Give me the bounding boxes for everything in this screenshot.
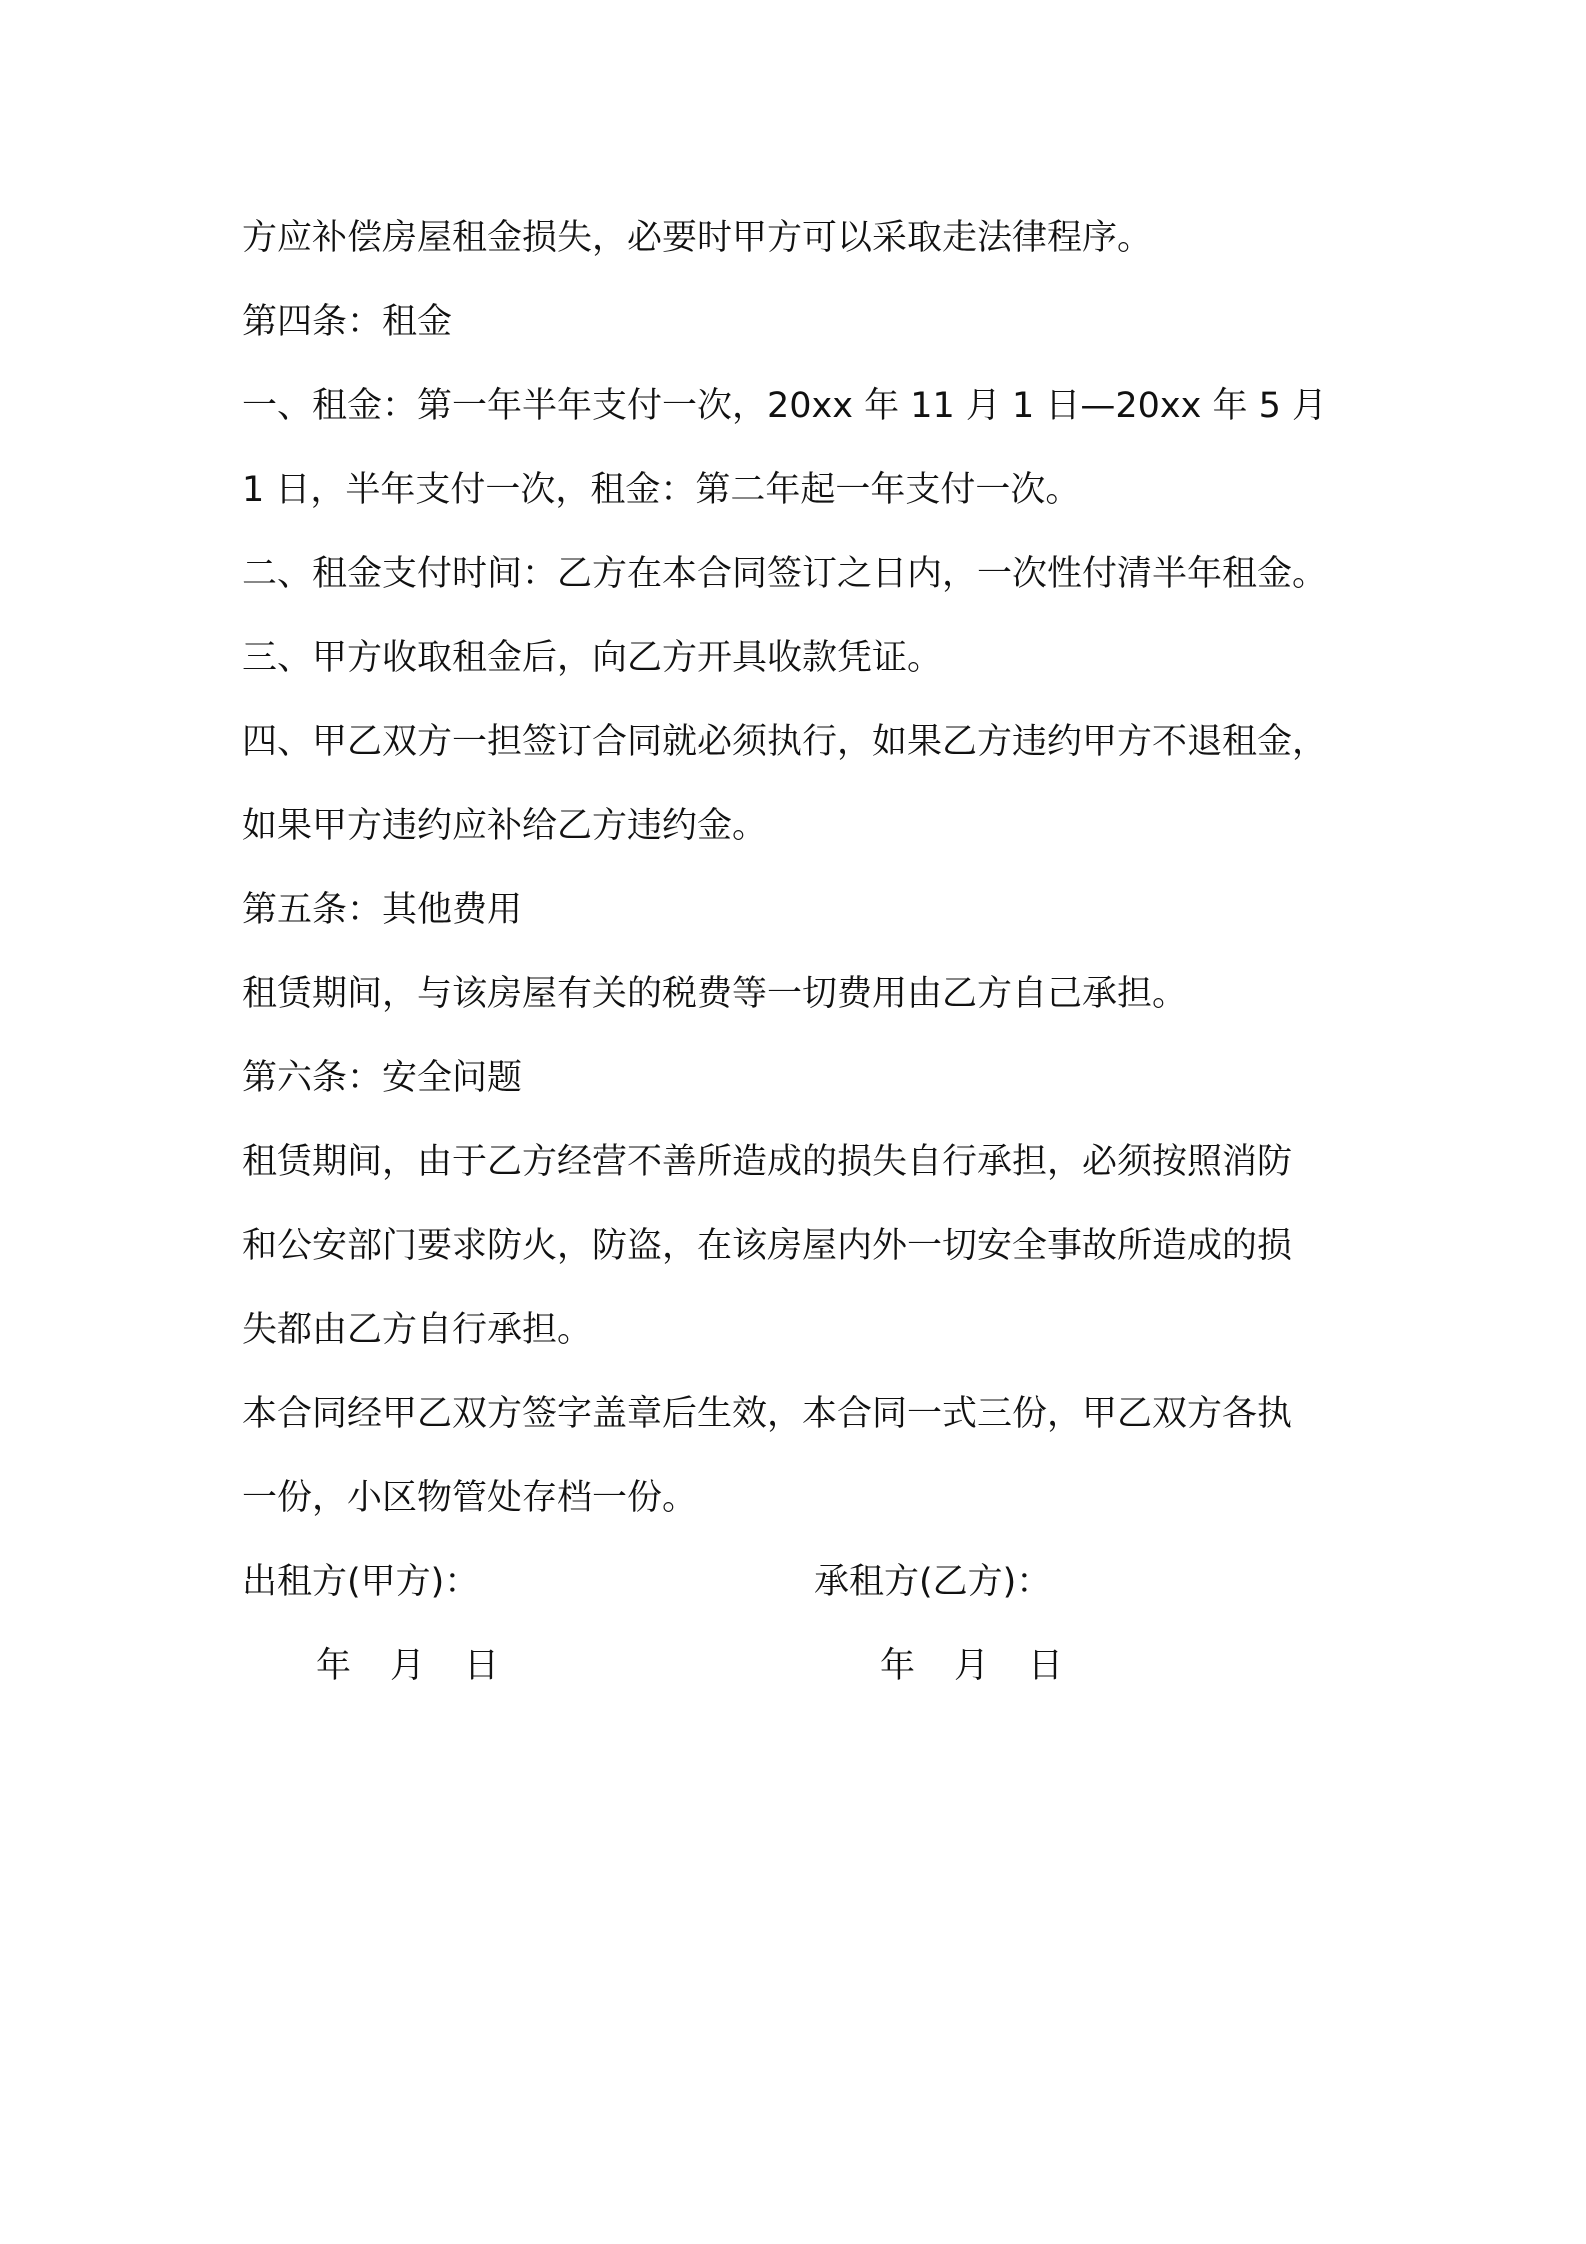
- paragraph-line: 和公安部门要求防火，防盗，在该房屋内外一切安全事故所造成的损: [242, 1226, 1293, 1266]
- paragraph-line: 如果甲方违约应补给乙方违约金。: [242, 806, 768, 846]
- section-heading-other-fees: 第五条：其他费用: [242, 890, 523, 930]
- lessor-date-year: 年: [316, 1646, 352, 1686]
- lessee-label: 承租方(乙方)：: [814, 1562, 1052, 1602]
- paragraph-line: 租赁期间，与该房屋有关的税费等一切费用由乙方自己承担。: [242, 974, 1188, 1014]
- lessee-date: [880, 1624, 1102, 1708]
- lessor-date-month: 月: [390, 1646, 426, 1686]
- paragraph-line: 一份，小区物管处存档一份。: [242, 1478, 698, 1518]
- lessee-date-month: 月: [954, 1646, 990, 1686]
- date-row: [242, 1624, 1352, 1708]
- section-heading-rent: 第四条：租金: [242, 302, 453, 342]
- paragraph-line: 二、租金支付时间：乙方在本合同签订之日内，一次性付清半年租金。: [242, 554, 1328, 594]
- lessee-date-day: 日: [1028, 1646, 1064, 1686]
- paragraph-line: 四、甲乙双方一担签订合同就必须执行，如果乙方违约甲方不退租金，: [242, 722, 1328, 762]
- paragraph-line: 一、租金：第一年半年支付一次，20xx 年 11 月 1 日—20xx 年 5 月: [242, 386, 1328, 426]
- lessee-date-year: 年: [880, 1646, 916, 1686]
- paragraph-line: 三、甲方收取租金后，向乙方开具收款凭证。: [242, 638, 943, 678]
- paragraph-line: 1 日，半年支付一次，租金：第二年起一年支付一次。: [242, 470, 1081, 510]
- paragraph-line: 失都由乙方自行承担。: [242, 1310, 593, 1350]
- lessor-date: [316, 1624, 538, 1708]
- section-heading-safety: 第六条：安全问题: [242, 1058, 523, 1098]
- lessor-label: 出租方(甲方)：: [242, 1562, 480, 1602]
- signature-row: [242, 1540, 1352, 1624]
- paragraph-line: 方应补偿房屋租金损失，必要时甲方可以采取走法律程序。: [242, 218, 1153, 258]
- lessor-date-day: 日: [464, 1646, 500, 1686]
- document-body: [242, 196, 1352, 1708]
- paragraph-line: 本合同经甲乙双方签字盖章后生效，本合同一式三份，甲乙双方各执: [242, 1394, 1293, 1434]
- paragraph-line: 租赁期间，由于乙方经营不善所造成的损失自行承担，必须按照消防: [242, 1142, 1293, 1182]
